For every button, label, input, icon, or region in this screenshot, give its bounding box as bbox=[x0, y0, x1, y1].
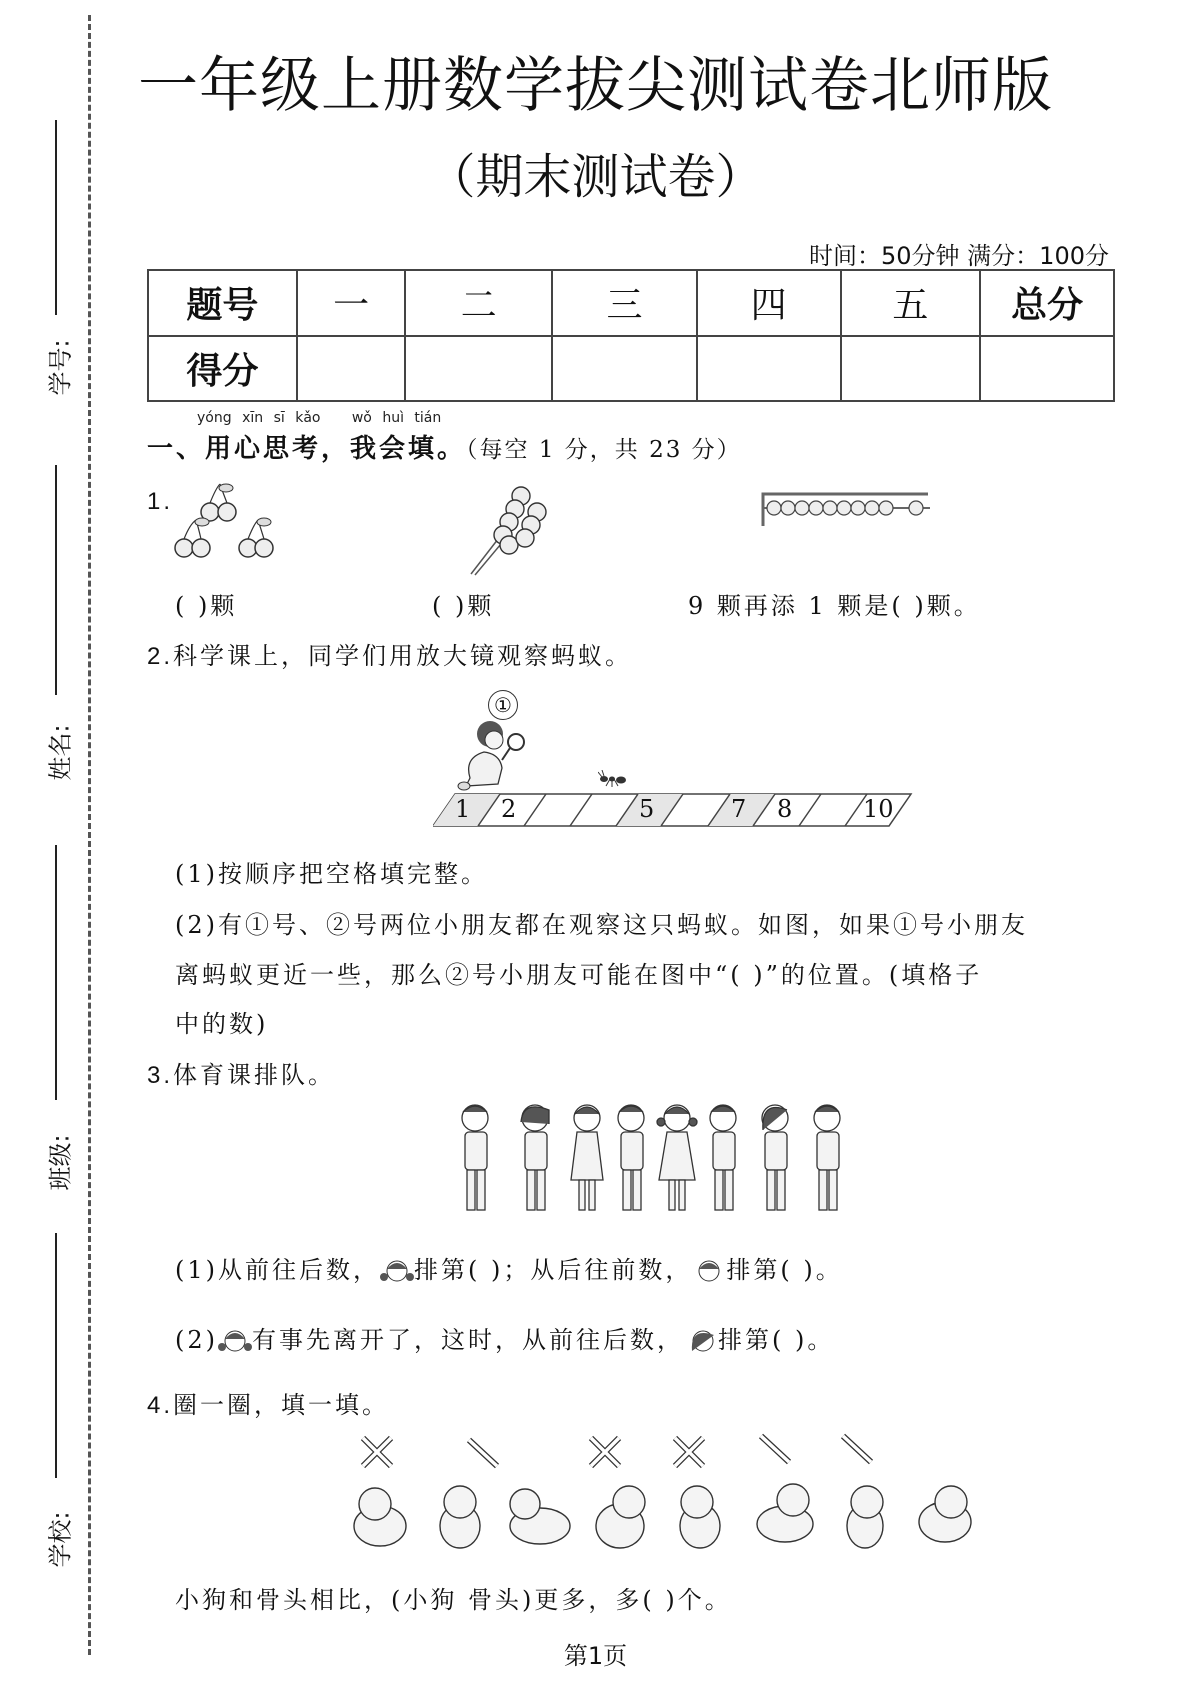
q4-number: 4. bbox=[147, 1392, 174, 1419]
col-header-2: 二 bbox=[405, 270, 552, 336]
bone-icon bbox=[469, 1440, 497, 1466]
dog-icon bbox=[440, 1486, 480, 1548]
col-header-total: 总分 bbox=[980, 270, 1114, 336]
binding-dashed-line bbox=[88, 15, 91, 1655]
class-line[interactable] bbox=[55, 845, 57, 1100]
pinyin-7: tián bbox=[414, 410, 442, 426]
col-header-3: 三 bbox=[552, 270, 697, 336]
dog-icon bbox=[596, 1486, 645, 1548]
section-heading bbox=[147, 428, 742, 465]
kid-8 bbox=[814, 1105, 840, 1210]
q2-text: 科学课上，同学们用放大镜观察蚂蚁。 bbox=[173, 642, 633, 670]
bone-icon bbox=[761, 1436, 789, 1462]
kid-7 bbox=[762, 1105, 788, 1210]
col-header-4: 四 bbox=[697, 270, 841, 336]
dog-icon bbox=[847, 1486, 883, 1548]
boy-face-icon bbox=[692, 1257, 726, 1287]
pinyin-6: huì bbox=[382, 410, 404, 426]
ant-icon bbox=[598, 770, 630, 788]
name-label: 姓名: bbox=[46, 724, 75, 781]
q3-text: 体育课排队。 bbox=[173, 1061, 336, 1089]
kid-1 bbox=[462, 1105, 488, 1210]
score-cell-total[interactable] bbox=[980, 336, 1114, 402]
q1-number: 1. bbox=[147, 488, 174, 515]
strip-cell-10: 10 bbox=[863, 795, 894, 823]
q3-number: 3. bbox=[147, 1062, 174, 1089]
row-header-question: 题号 bbox=[148, 270, 297, 336]
girl-pigtails-face-icon bbox=[380, 1257, 414, 1287]
page-subtitle: （期末测试卷） bbox=[427, 149, 764, 205]
strip-cell-2: 2 bbox=[501, 795, 517, 823]
dog-icon bbox=[680, 1486, 720, 1548]
dogs-row bbox=[345, 1482, 1005, 1552]
school-label: 学校: bbox=[46, 1511, 75, 1568]
page-title: 一年级上册数学拔尖测试卷北师版 bbox=[138, 51, 1053, 121]
q4-text: 圈一圈，填一填。 bbox=[173, 1391, 390, 1419]
score-cell-2[interactable] bbox=[405, 336, 552, 402]
child-magnifier-icon bbox=[450, 718, 530, 793]
q2-sub2-line2[interactable]: 离蚂蚁更近一些，那么②号小朋友可能在图中“( )”的位置。(填格子 bbox=[175, 961, 983, 989]
dog-icon bbox=[354, 1488, 406, 1546]
row-header-score: 得分 bbox=[148, 336, 297, 402]
q3-sub1[interactable]: (1)从前往后数， 排第( )；从后往前数， 排第( )。 bbox=[175, 1250, 843, 1287]
score-cell-3[interactable] bbox=[552, 336, 697, 402]
score-row bbox=[148, 336, 1114, 402]
score-cell-4[interactable] bbox=[697, 336, 841, 402]
pinyin-4: kǎo bbox=[295, 410, 321, 426]
q2-sub2-line1: (2)有①号、②号两位小朋友都在观察这只蚂蚁。如图，如果①号小朋友 bbox=[175, 911, 1028, 939]
q4-stem bbox=[147, 1385, 389, 1420]
crossed-bones-icon bbox=[591, 1438, 619, 1466]
section-title: 一、用心思考，我会填。 bbox=[147, 434, 467, 464]
pinyin-1: yóng bbox=[197, 410, 232, 426]
q4-answer-line[interactable]: 小狗和骨头相比，(小狗 骨头)更多，多( )个。 bbox=[175, 1586, 732, 1614]
student-id-label: 学号: bbox=[46, 339, 75, 396]
dog-icon bbox=[919, 1486, 971, 1542]
crossed-bones-icon bbox=[363, 1438, 391, 1466]
col-header-5: 五 bbox=[841, 270, 981, 336]
col-header-1: 一 bbox=[297, 270, 406, 336]
bones-row bbox=[355, 1430, 975, 1480]
pinyin-3: sī bbox=[273, 410, 285, 426]
strip-cell-5: 5 bbox=[639, 795, 655, 823]
kid-6 bbox=[710, 1105, 736, 1210]
crossed-bones-icon bbox=[675, 1438, 703, 1466]
q2-number: 2. bbox=[147, 643, 174, 670]
child-1-marker: ① bbox=[488, 690, 518, 720]
abacus-icon bbox=[760, 490, 935, 530]
q3-stem bbox=[147, 1055, 335, 1090]
class-label: 班级: bbox=[46, 1134, 75, 1191]
kid-2 bbox=[521, 1105, 549, 1210]
section-pinyin bbox=[197, 410, 441, 426]
page-number: 第1页 bbox=[563, 1642, 628, 1670]
bone-icon bbox=[843, 1436, 871, 1462]
q2-sub1: (1)按顺序把空格填完整。 bbox=[175, 860, 488, 888]
score-table bbox=[147, 269, 1115, 402]
name-line[interactable] bbox=[55, 465, 57, 695]
section-points: （每空 1 分，共 23 分） bbox=[466, 437, 742, 463]
q3-sub2[interactable]: (2) 有事先离开了，这时，从前往后数， 排第( )。 bbox=[175, 1320, 834, 1357]
pinyin-5: wǒ bbox=[351, 410, 372, 426]
q2-stem bbox=[147, 636, 632, 671]
q2-sub2-line3: 中的数) bbox=[175, 1010, 269, 1038]
kid-5 bbox=[657, 1105, 697, 1210]
strip-cell-7: 7 bbox=[731, 795, 747, 823]
strip-cell-1: 1 bbox=[455, 795, 471, 823]
q1-blank-tanghulu[interactable]: ( )颗 bbox=[432, 592, 495, 620]
q1-blank-abacus[interactable]: 9 颗再添 1 颗是( )颗。 bbox=[688, 592, 981, 620]
score-cell-1[interactable] bbox=[297, 336, 406, 402]
kids-lineup bbox=[445, 1100, 905, 1220]
exam-meta: 时间：50分钟 满分：100分 bbox=[809, 242, 1109, 270]
kid-3 bbox=[571, 1105, 603, 1210]
strip-cell-8: 8 bbox=[777, 795, 793, 823]
girl-ponytail-face-icon bbox=[684, 1327, 718, 1357]
dog-icon bbox=[510, 1489, 570, 1544]
q1-blank-cherries[interactable]: ( )颗 bbox=[175, 592, 238, 620]
dog-icon bbox=[757, 1484, 813, 1542]
question-number-row bbox=[148, 270, 1114, 336]
cherries-icon bbox=[170, 482, 280, 562]
girl-pigtails-face-icon bbox=[218, 1327, 252, 1357]
score-cell-5[interactable] bbox=[841, 336, 981, 402]
tanghulu-icon bbox=[465, 482, 565, 582]
kid-4 bbox=[618, 1105, 644, 1210]
pinyin-2: xīn bbox=[242, 410, 264, 426]
school-line[interactable] bbox=[55, 1233, 57, 1478]
number-strip-labels bbox=[433, 793, 913, 827]
